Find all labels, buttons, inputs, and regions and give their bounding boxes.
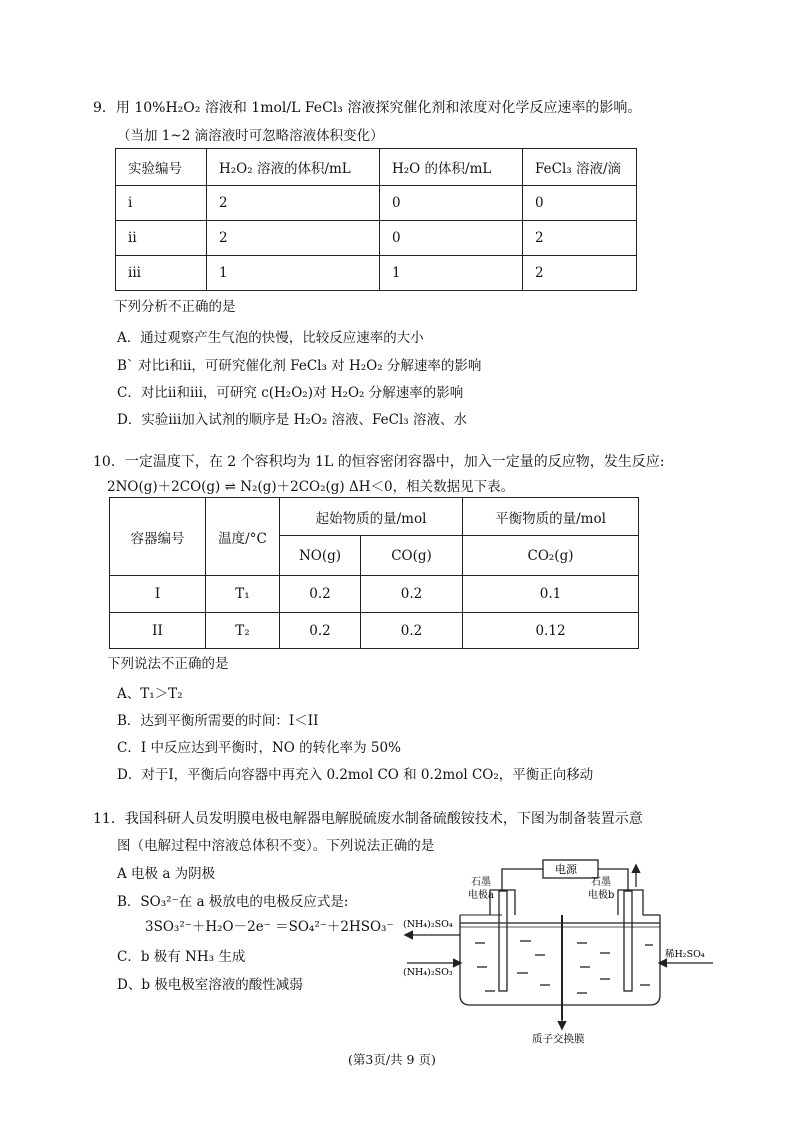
table-cell: T₂ bbox=[206, 613, 280, 649]
table-cell: II bbox=[110, 613, 206, 649]
table-cell: 0.12 bbox=[463, 613, 639, 649]
table-header-row bbox=[110, 498, 639, 536]
electrode-b-label-1: 石墨 bbox=[591, 877, 611, 888]
q11-option-a: A 电极 a 为阴极 bbox=[117, 866, 216, 882]
q9-table bbox=[115, 148, 637, 291]
q9-note: （当加 1~2 滴溶液时可忽略溶液体积变化） bbox=[117, 128, 384, 144]
table-cell: 1 bbox=[207, 256, 380, 291]
table-row bbox=[116, 256, 637, 291]
table-cell: 2 bbox=[523, 221, 637, 256]
table-header-cell: H₂O 的体积/mL bbox=[380, 149, 523, 186]
table-header-cell: H₂O₂ 溶液的体积/mL bbox=[207, 149, 380, 186]
electrode-b bbox=[624, 891, 632, 991]
q11-option-b: B．SO₃²⁻在 a 极放电的电极反应式是: bbox=[117, 894, 349, 910]
q10-prompt: 下列说法不正确的是 bbox=[107, 656, 229, 672]
table-header-cell: FeCl₃ 溶液/滴 bbox=[523, 149, 637, 186]
table-cell: 1 bbox=[380, 256, 523, 291]
table-row bbox=[110, 613, 639, 649]
table-header-cell: 平衡物质的量/mol bbox=[463, 498, 639, 536]
q10-stem: 10．一定温度下，在 2 个容积均为 1L 的恒容密闭容器中，加入一定量的反应物，发生反应: bbox=[93, 454, 665, 470]
table-cell: 2 bbox=[523, 256, 637, 291]
wire-left bbox=[502, 869, 543, 891]
table-cell: i bbox=[116, 186, 207, 221]
table-cell: iii bbox=[116, 256, 207, 291]
q9-stem: 9．用 10%H₂O₂ 溶液和 1mol/L FeCl₃ 溶液探究催化剂和浓度对化学反应速率的影响。 bbox=[93, 100, 642, 116]
electrode-a-label-1: 石墨 bbox=[471, 877, 491, 888]
q10-table bbox=[109, 497, 639, 649]
q11-option-b-equation: 3SO₃²⁻＋H₂O－2e⁻ ＝SO₄²⁻＋2HSO₃⁻ bbox=[145, 919, 394, 935]
table-header-cell: CO₂(g) bbox=[463, 536, 639, 576]
q9-option-b: B` 对比i和ii，可研究催化剂 FeCl₃ 对 H₂O₂ 分解速率的影响 bbox=[117, 358, 482, 374]
table-cell: 0 bbox=[523, 186, 637, 221]
table-row bbox=[116, 186, 637, 221]
table-cell: 2 bbox=[207, 186, 380, 221]
q9-option-c: C．对比ii和iii，可研究 c(H₂O₂)对 H₂O₂ 分解速率的影响 bbox=[117, 385, 464, 401]
electrode-a-label-2: 电极a bbox=[468, 890, 494, 901]
q10-option-c: C．I 中反应达到平衡时，NO 的转化率为 50% bbox=[117, 740, 401, 756]
q9-prompt: 下列分析不正确的是 bbox=[114, 299, 236, 315]
table-cell: 0 bbox=[380, 186, 523, 221]
table-header-cell: 容器编号 bbox=[110, 498, 206, 576]
table-cell: 0.2 bbox=[280, 613, 361, 649]
membrane-label: 质子交换膜 bbox=[532, 1033, 585, 1045]
table-row bbox=[116, 221, 637, 256]
q9-option-a: A．通过观察产生气泡的快慢，比较反应速率的大小 bbox=[117, 330, 424, 346]
q10-option-b: B．达到平衡所需要的时间：I＜II bbox=[117, 713, 319, 729]
q11-option-d: D、b 极电极室溶液的酸性减弱 bbox=[117, 977, 303, 993]
table-cell: I bbox=[110, 576, 206, 613]
power-supply-label: 电源 bbox=[555, 863, 577, 876]
table-header-cell: CO(g) bbox=[361, 536, 463, 576]
table-header-cell: 实验编号 bbox=[116, 149, 207, 186]
q11-option-c: C．b 极有 NH₃ 生成 bbox=[117, 949, 246, 965]
electrolyzer-diagram bbox=[395, 855, 720, 1045]
outflow-left-label: (NH₄)₂SO₄ bbox=[403, 919, 453, 930]
table-cell: T₁ bbox=[206, 576, 280, 613]
inflow-left-label: (NH₄)₂SO₃ bbox=[403, 967, 453, 978]
table-cell: 0.2 bbox=[361, 613, 463, 649]
table-row bbox=[110, 576, 639, 613]
q11-stem-line2: 图（电解过程中溶液总体积不变）。下列说法正确的是 bbox=[117, 838, 435, 854]
table-cell: 0.2 bbox=[280, 576, 361, 613]
q9-option-d: D．实验iii加入试剂的顺序是 H₂O₂ 溶液、FeCl₃ 溶液、水 bbox=[117, 412, 467, 428]
q10-option-a: A、T₁＞T₂ bbox=[117, 686, 183, 702]
solution-marks bbox=[475, 941, 653, 993]
table-header-cell: NO(g) bbox=[280, 536, 361, 576]
table-header-cell: 起始物质的量/mol bbox=[280, 498, 463, 536]
table-header-cell: 温度/°C bbox=[206, 498, 280, 576]
table-cell: 0.1 bbox=[463, 576, 639, 613]
table-cell: 0 bbox=[380, 221, 523, 256]
electrode-b-label-2: 电极b bbox=[588, 890, 615, 901]
electrode-a bbox=[499, 891, 507, 991]
page-number: (第3页/共 9 页) bbox=[348, 1052, 436, 1067]
q10-equation: 2NO(g)＋2CO(g) ⇌ N₂(g)＋2CO₂(g) ΔH＜0，相关数据见下表。 bbox=[107, 479, 515, 495]
table-cell: ii bbox=[116, 221, 207, 256]
right-vent bbox=[618, 890, 643, 915]
inflow-right-label: 稀H₂SO₄ bbox=[665, 949, 705, 960]
q10-option-d: D．对于I，平衡后向容器中再充入 0.2mol CO 和 0.2mol CO₂，平衡正向移动 bbox=[117, 767, 594, 783]
table-cell: 2 bbox=[207, 221, 380, 256]
q11-stem-line1: 11．我国科研人员发明膜电极电解器电解脱硫废水制备硫酸铵技术，下图为制备装置示意 bbox=[93, 811, 643, 827]
table-cell: 0.2 bbox=[361, 576, 463, 613]
table-header-row bbox=[116, 149, 637, 186]
